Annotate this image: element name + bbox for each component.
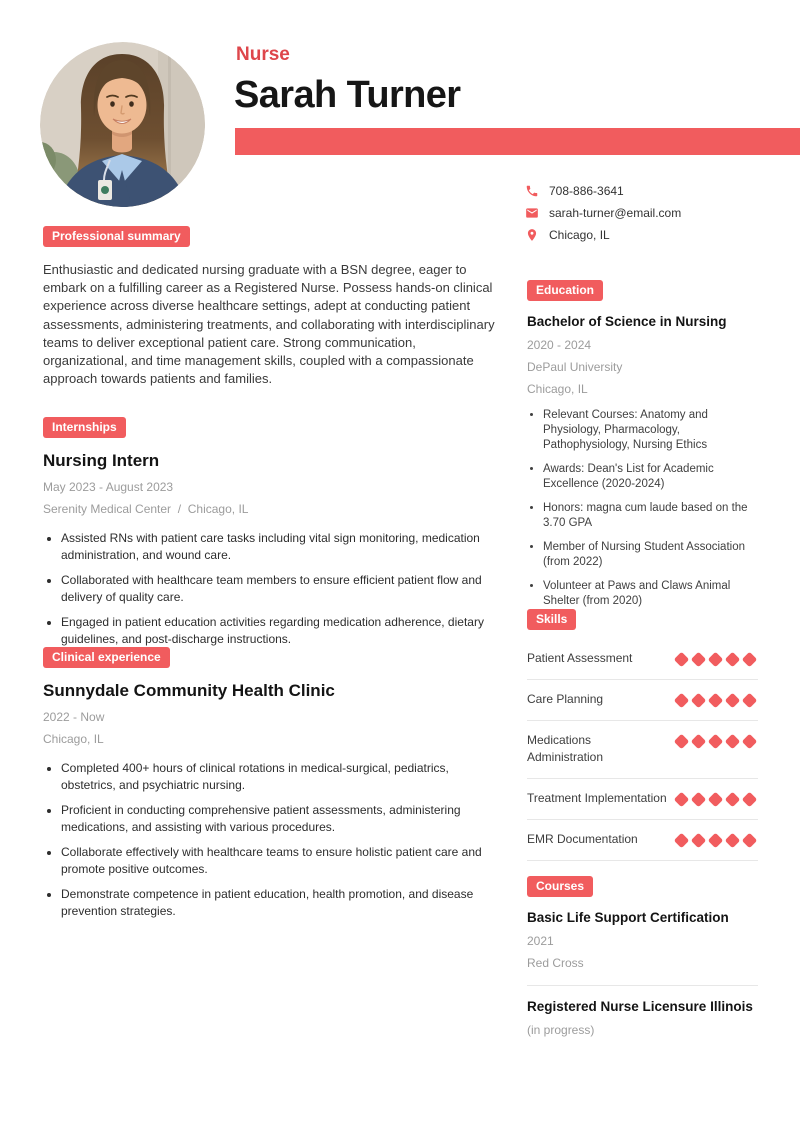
email-icon [525,206,539,220]
skill-diamond-icon [691,652,707,668]
skill-name: Medications Administration [527,733,604,764]
skill-diamond-icon [691,693,707,709]
internship-title: Nursing Intern [43,451,160,470]
education-location: Chicago, IL [527,382,588,396]
bullet-item: • Honors: magna cum laude based on the 3.70 GPA [543,501,758,531]
course-note: (in progress) [527,1023,595,1037]
experience-title: Sunnydale Community Health Clinic [43,681,335,700]
education-dates: 2020 - 2024 [527,338,592,352]
course-entry [527,999,758,1038]
skills-list [527,639,758,861]
bullet-item: • Member of Nursing Student Association (from 2022) [543,540,758,570]
course-year: 2021 [527,934,554,948]
skill-rating [676,790,758,805]
skill-rating [676,650,758,665]
role-title: Nurse [236,44,290,65]
section-professional-summary [43,226,498,388]
email-address: sarah-turner@email.com [549,206,682,220]
internship-bullets [43,530,498,647]
skill-diamond-icon [674,693,690,709]
skill-diamond-icon [725,693,741,709]
summary-badge: Professional summary [43,226,190,247]
section-clinical-experience [43,647,498,928]
skill-row [527,721,758,779]
skill-rating [676,732,758,747]
skill-name: Patient Assessment [527,651,633,665]
internship-company-line [43,501,498,517]
experience-location: Chicago, IL [43,732,104,746]
experience-bullets [43,760,498,919]
skill-diamond-icon [725,652,741,668]
course-entry [527,910,758,971]
skill-diamond-icon [742,792,758,808]
skill-name: EMR Documentation [527,832,638,846]
course-provider: Red Cross [527,956,584,970]
skill-row [527,820,758,861]
internship-dates: May 2023 - August 2023 [43,480,174,494]
bullet-item: • Collaborated with healthcare team members to ensure efficient patient flow and delivery of quality care. [61,572,498,605]
bullet-item: • Engaged in patient education activities regarding medication adherence, dietary guidelines, and post-discharge instructions. [61,614,498,647]
skill-diamond-icon [708,693,724,709]
phone-number: 708-886-3641 [549,184,624,198]
skill-row [527,639,758,680]
course-title: Registered Nurse Licensure Illinois [527,999,753,1014]
skill-rating [676,831,758,846]
internship-location: Chicago, IL [187,502,249,516]
bullet-item: • Relevant Courses: Anatomy and Physiology, Pharmacology, Pathophysiology, Nursing Ethics [543,408,758,453]
contact-phone-row [525,184,681,198]
skill-name: Care Planning [527,692,604,706]
courses-badge: Courses [527,876,593,897]
skill-diamond-icon [674,792,690,808]
skill-diamond-icon [742,833,758,849]
skill-diamond-icon [691,792,707,808]
skill-diamond-icon [691,734,707,750]
bullet-item: • Demonstrate competence in patient education, health promotion, and disease prevention strategies. [61,886,498,919]
skill-diamond-icon [708,652,724,668]
separator: / [177,502,182,516]
skill-diamond-icon [725,734,741,750]
skill-diamond-icon [725,792,741,808]
skill-name: Treatment Implementation [527,791,667,805]
skill-diamond-icon [725,833,741,849]
skill-diamond-icon [691,833,707,849]
section-courses [527,876,758,1044]
skill-diamond-icon [674,652,690,668]
bullet-item: • Proficient in conducting comprehensive patient assessments, administering medications, and assisting with various procedures. [61,802,498,835]
experience-badge: Clinical experience [43,647,170,668]
bullet-item: • Collaborate effectively with healthcare teams to ensure holistic patient care and promote positive outcomes. [61,844,498,877]
bullet-item: • Awards: Dean's List for Academic Excellence (2020-2024) [543,462,758,492]
education-degree: Bachelor of Science in Nursing [527,314,727,329]
skill-diamond-icon [708,792,724,808]
skills-badge: Skills [527,609,576,630]
bullet-item: • Volunteer at Paws and Claws Animal Shelter (from 2020) [543,579,758,609]
internship-company: Serenity Medical Center [43,502,172,516]
skill-rating [676,691,758,706]
skill-diamond-icon [708,833,724,849]
summary-text: Enthusiastic and dedicated nursing graduate with a BSN degree, eager to embark on a fulfilling career as a Registered Nurse. Possess hands-on clinical experience across diverse healthcare settings, adept at conducting patient assessments, administering treatments, and collaborating with interdisciplinary teams to deliver exceptional patient care. Strong communication, organizational, and time management skills, coupled with a compassionate approach towards patients and families. [43,262,495,387]
nurse-portrait-illustration [40,42,205,207]
experience-dates: 2022 - Now [43,710,105,724]
skill-diamond-icon [742,734,758,750]
course-divider [527,985,758,986]
profile-photo [40,42,205,207]
internships-badge: Internships [43,417,126,438]
section-internships [43,417,498,656]
location-pin-icon [525,228,539,242]
skill-row [527,680,758,721]
section-skills [527,609,758,861]
phone-icon [525,184,539,198]
location-text: Chicago, IL [549,228,610,242]
skill-row [527,779,758,820]
education-school: DePaul University [527,360,623,374]
skill-diamond-icon [742,652,758,668]
person-name: Sarah Turner [234,74,461,116]
section-education [527,280,758,618]
skill-diamond-icon [674,833,690,849]
skill-diamond-icon [742,693,758,709]
course-title: Basic Life Support Certification [527,910,729,925]
education-bullets [527,408,758,609]
contact-location-row [525,228,681,242]
skill-diamond-icon [708,734,724,750]
bullet-item: • Completed 400+ hours of clinical rotations in medical-surgical, pediatrics, obstetrics, and psychiatric nursing. [61,760,498,793]
education-badge: Education [527,280,603,301]
contact-email-row [525,206,681,220]
accent-bar [235,128,800,155]
skill-diamond-icon [674,734,690,750]
bullet-item: • Assisted RNs with patient care tasks including vital sign monitoring, medication administration, and wound care. [61,530,498,563]
contact-info [525,184,681,242]
